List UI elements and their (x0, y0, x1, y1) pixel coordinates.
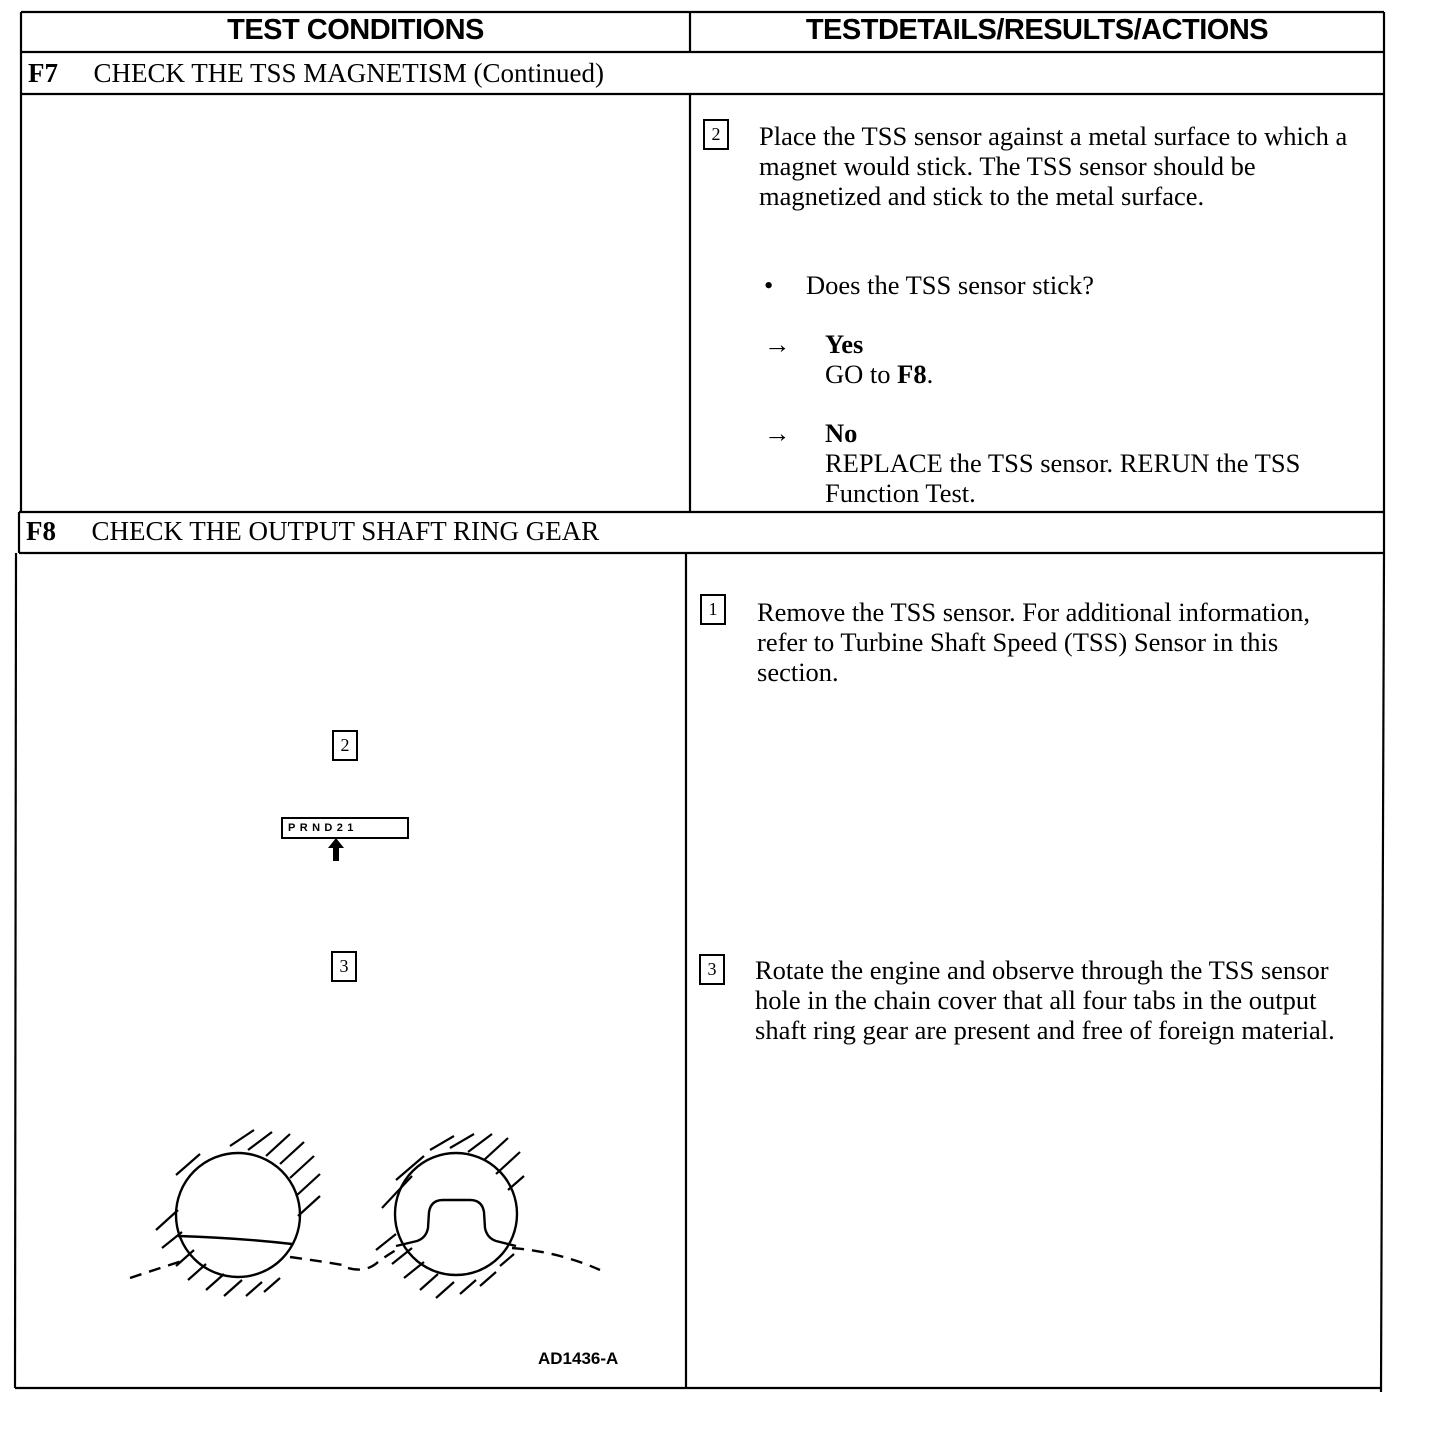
illustration-step-box: 3 (331, 951, 357, 982)
arrow-right-icon: → (764, 418, 791, 448)
section-f8-heading (26, 516, 599, 547)
section-f8-code: F8 (26, 516, 56, 546)
goto-f8-link[interactable]: F8 (897, 359, 927, 389)
result-no-action: REPLACE the TSS sensor. RERUN the TSS Function Test. (825, 448, 1301, 508)
result-yes-action-suffix: . (926, 359, 934, 389)
sensor-hole-circle (176, 1153, 300, 1277)
result-yes-label: Yes (825, 329, 864, 359)
section-f8-title: CHECK THE OUTPUT SHAFT RING GEAR (91, 516, 600, 546)
step-number-box: 1 (700, 594, 726, 625)
result-yes-action (825, 359, 933, 389)
gear-selector-indicator: PRND21 (281, 817, 409, 839)
step-instruction-text: Remove the TSS sensor. For additional information, refer to Turbine Shaft Speed (TSS) Sensor in this section. (757, 597, 1311, 687)
ring-gear-edge (178, 1236, 292, 1244)
ring-gear-diagram (120, 1120, 620, 1310)
column-header-test-conditions: TEST CONDITIONS (227, 14, 484, 46)
section-f7-heading (28, 58, 604, 89)
question-text: Does the TSS sensor stick? (806, 270, 1095, 300)
section-f7-title: CHECK THE TSS MAGNETISM (Continued) (93, 58, 605, 88)
result-yes-action-prefix: GO to (825, 359, 898, 389)
bullet-icon: • (764, 270, 774, 300)
step-instruction-text: Rotate the engine and observe through the TSS sensor hole in the chain cover that all four tabs in the output shaft ring gear are present and free of foreign material. (755, 955, 1335, 1045)
selector-arrow-icon (325, 838, 347, 862)
figure-id: AD1436-A (538, 1349, 619, 1368)
gear-tab-outline (396, 1200, 516, 1246)
arrow-right-icon: → (764, 329, 791, 359)
illustration-step-box: 2 (332, 730, 358, 761)
result-no-label: No (825, 418, 858, 448)
section-f7-code: F7 (28, 58, 58, 88)
step-number-box: 3 (699, 954, 725, 985)
step-number-box: 2 (703, 119, 729, 150)
step-instruction-text: Place the TSS sensor against a metal surface to which a magnet would stick. The TSS sensor should be magnetized and stick to the metal surface. (759, 121, 1348, 211)
column-header-test-details: TESTDETAILS/RESULTS/ACTIONS (805, 14, 1269, 46)
